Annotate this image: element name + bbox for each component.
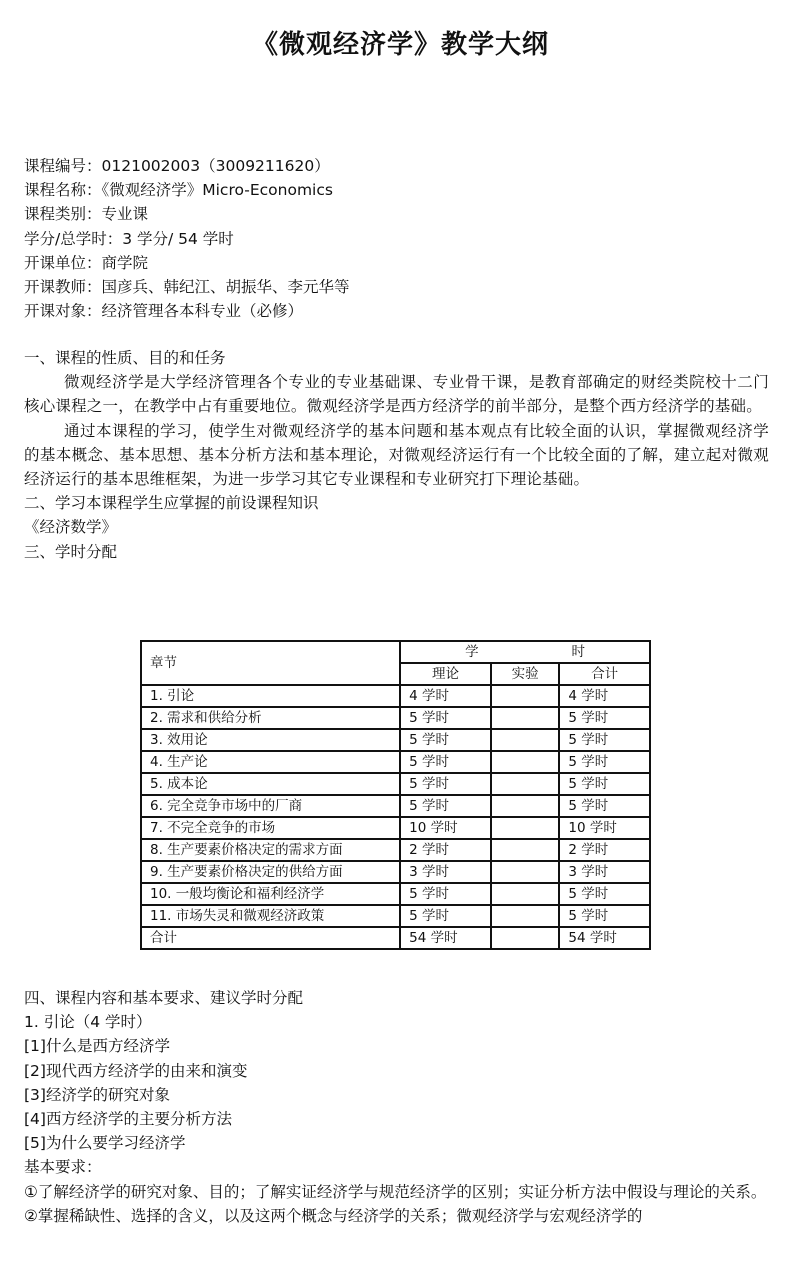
header-hours (400, 641, 650, 663)
list-item: [4]西方经济学的主要分析方法 (24, 1109, 232, 1128)
course-teachers: 开课教师：国彦兵、韩纪江、胡振华、李元华等 (24, 277, 350, 296)
course-credits: 学分/总学时：3 学分/ 54 学时 (24, 229, 234, 248)
cell-lab (491, 707, 560, 729)
list-item: [2]现代西方经济学的由来和演变 (24, 1061, 248, 1080)
table-row (141, 773, 650, 795)
section-1 (24, 346, 769, 564)
table-row (141, 905, 650, 927)
cell-theory: 5 学时 (400, 751, 491, 773)
cell-total: 5 学时 (559, 707, 650, 729)
cell-total: 54 学时 (559, 927, 650, 949)
course-category: 课程类别：专业课 (24, 205, 149, 224)
cell-lab (491, 751, 560, 773)
table-row (141, 861, 650, 883)
document-title: 《微观经济学》教学大纲 (251, 30, 549, 60)
cell-chapter: 1. 引论 (141, 685, 400, 707)
cell-chapter: 合计 (141, 927, 400, 949)
cell-lab (491, 795, 560, 817)
cell-theory: 5 学时 (400, 729, 491, 751)
cell-total: 3 学时 (559, 861, 650, 883)
table-header-row (141, 641, 650, 663)
cell-lab (491, 729, 560, 751)
cell-theory: 4 学时 (400, 685, 491, 707)
header-theory: 理论 (400, 663, 491, 685)
table-row (141, 795, 650, 817)
course-audience: 开课对象：经济管理各本科专业（必修） (24, 302, 304, 321)
table-row (141, 729, 650, 751)
table-row (141, 751, 650, 773)
cell-theory: 10 学时 (400, 817, 491, 839)
table-row (141, 883, 650, 905)
cell-chapter: 3. 效用论 (141, 729, 400, 751)
header-lab: 实验 (491, 663, 560, 685)
cell-lab (491, 883, 560, 905)
course-code: 课程编号：0121002003（3009211620） (24, 157, 330, 175)
cell-theory: 3 学时 (400, 861, 491, 883)
cell-total: 5 学时 (559, 729, 650, 751)
section-1-paragraph: 微观经济学是大学经济管理各个专业的专业基础课、专业骨干课，是教育部确定的财经类院校十二门核心课程之一，在教学中占有重要地位。微观经济学是西方经济学的前半部分，是整个西方经济学的基础。 (24, 373, 769, 416)
list-item: [1]什么是西方经济学 (24, 1037, 170, 1056)
chapter-1-title: 1. 引论（4 学时） (24, 1013, 152, 1032)
cell-total: 2 学时 (559, 839, 650, 861)
table-total-row (141, 927, 650, 949)
cell-chapter: 8. 生产要素价格决定的需求方面 (141, 839, 400, 861)
list-item: [5]为什么要学习经济学 (24, 1134, 186, 1153)
section-4 (24, 986, 769, 1228)
section-1-paragraph: 通过本课程的学习，使学生对微观经济学的基本问题和基本观点有比较全面的认识，掌握微观经济学的基本概念、基本思想、基本分析方法和基本理论，对微观经济运行有一个比较全面的了解，建立起对微观经济运行的基本思维框架，为进一步学习其它专业课程和专业研究打下理论基础。 (24, 421, 769, 488)
cell-lab (491, 685, 560, 707)
cell-total: 10 学时 (559, 817, 650, 839)
section-3-heading: 三、学时分配 (24, 542, 118, 561)
course-info (24, 154, 769, 323)
cell-chapter: 7. 不完全竞争的市场 (141, 817, 400, 839)
cell-total: 5 学时 (559, 905, 650, 927)
list-item: [3]经济学的研究对象 (24, 1085, 170, 1104)
cell-theory: 5 学时 (400, 795, 491, 817)
cell-lab (491, 839, 560, 861)
cell-total: 5 学时 (559, 795, 650, 817)
cell-lab (491, 905, 560, 927)
section-1-heading: 一、课程的性质、目的和任务 (24, 349, 226, 367)
cell-chapter: 10. 一般均衡论和福利经济学 (141, 883, 400, 905)
course-unit: 开课单位：商学院 (24, 253, 149, 272)
requirement-item: ②掌握稀缺性、选择的含义，以及这两个概念与经济学的关系；微观经济学与宏观经济学的 (24, 1206, 643, 1225)
cell-theory: 5 学时 (400, 905, 491, 927)
cell-theory: 5 学时 (400, 883, 491, 905)
section-2-heading: 二、学习本课程学生应掌握的前设课程知识 (24, 494, 319, 513)
cell-theory: 2 学时 (400, 839, 491, 861)
cell-chapter: 4. 生产论 (141, 751, 400, 773)
header-total: 合计 (559, 663, 650, 685)
cell-total: 4 学时 (559, 685, 650, 707)
table-row (141, 707, 650, 729)
cell-chapter: 5. 成本论 (141, 773, 400, 795)
cell-lab (491, 773, 560, 795)
cell-chapter: 11. 市场失灵和微观经济政策 (141, 905, 400, 927)
cell-theory: 54 学时 (400, 927, 491, 949)
cell-total: 5 学时 (559, 773, 650, 795)
cell-total: 5 学时 (559, 751, 650, 773)
header-hours-right: 时 (571, 644, 585, 660)
cell-theory: 5 学时 (400, 773, 491, 795)
cell-lab (491, 927, 560, 949)
cell-theory: 5 学时 (400, 707, 491, 729)
requirement-item: ①了解经济学的研究对象、目的；了解实证经济学与规范经济学的区别；实证分析方法中假设与理论的关系。 (24, 1182, 767, 1201)
cell-chapter: 2. 需求和供给分析 (141, 707, 400, 729)
table-row (141, 817, 650, 839)
cell-lab (491, 861, 560, 883)
section-2-content: 《经济数学》 (24, 518, 118, 537)
section-4-heading: 四、课程内容和基本要求、建议学时分配 (24, 989, 304, 1007)
cell-chapter: 6. 完全竞争市场中的厂商 (141, 795, 400, 817)
header-chapter: 章节 (141, 641, 400, 685)
cell-chapter: 9. 生产要素价格决定的供给方面 (141, 861, 400, 883)
header-hours-left: 学 (465, 644, 479, 660)
cell-total: 5 学时 (559, 883, 650, 905)
course-name: 课程名称：《微观经济学》Micro-Economics (24, 181, 333, 200)
table-row (141, 839, 650, 861)
cell-lab (491, 817, 560, 839)
hours-table (140, 640, 651, 950)
requirements-label: 基本要求： (24, 1158, 102, 1177)
table-row (141, 685, 650, 707)
